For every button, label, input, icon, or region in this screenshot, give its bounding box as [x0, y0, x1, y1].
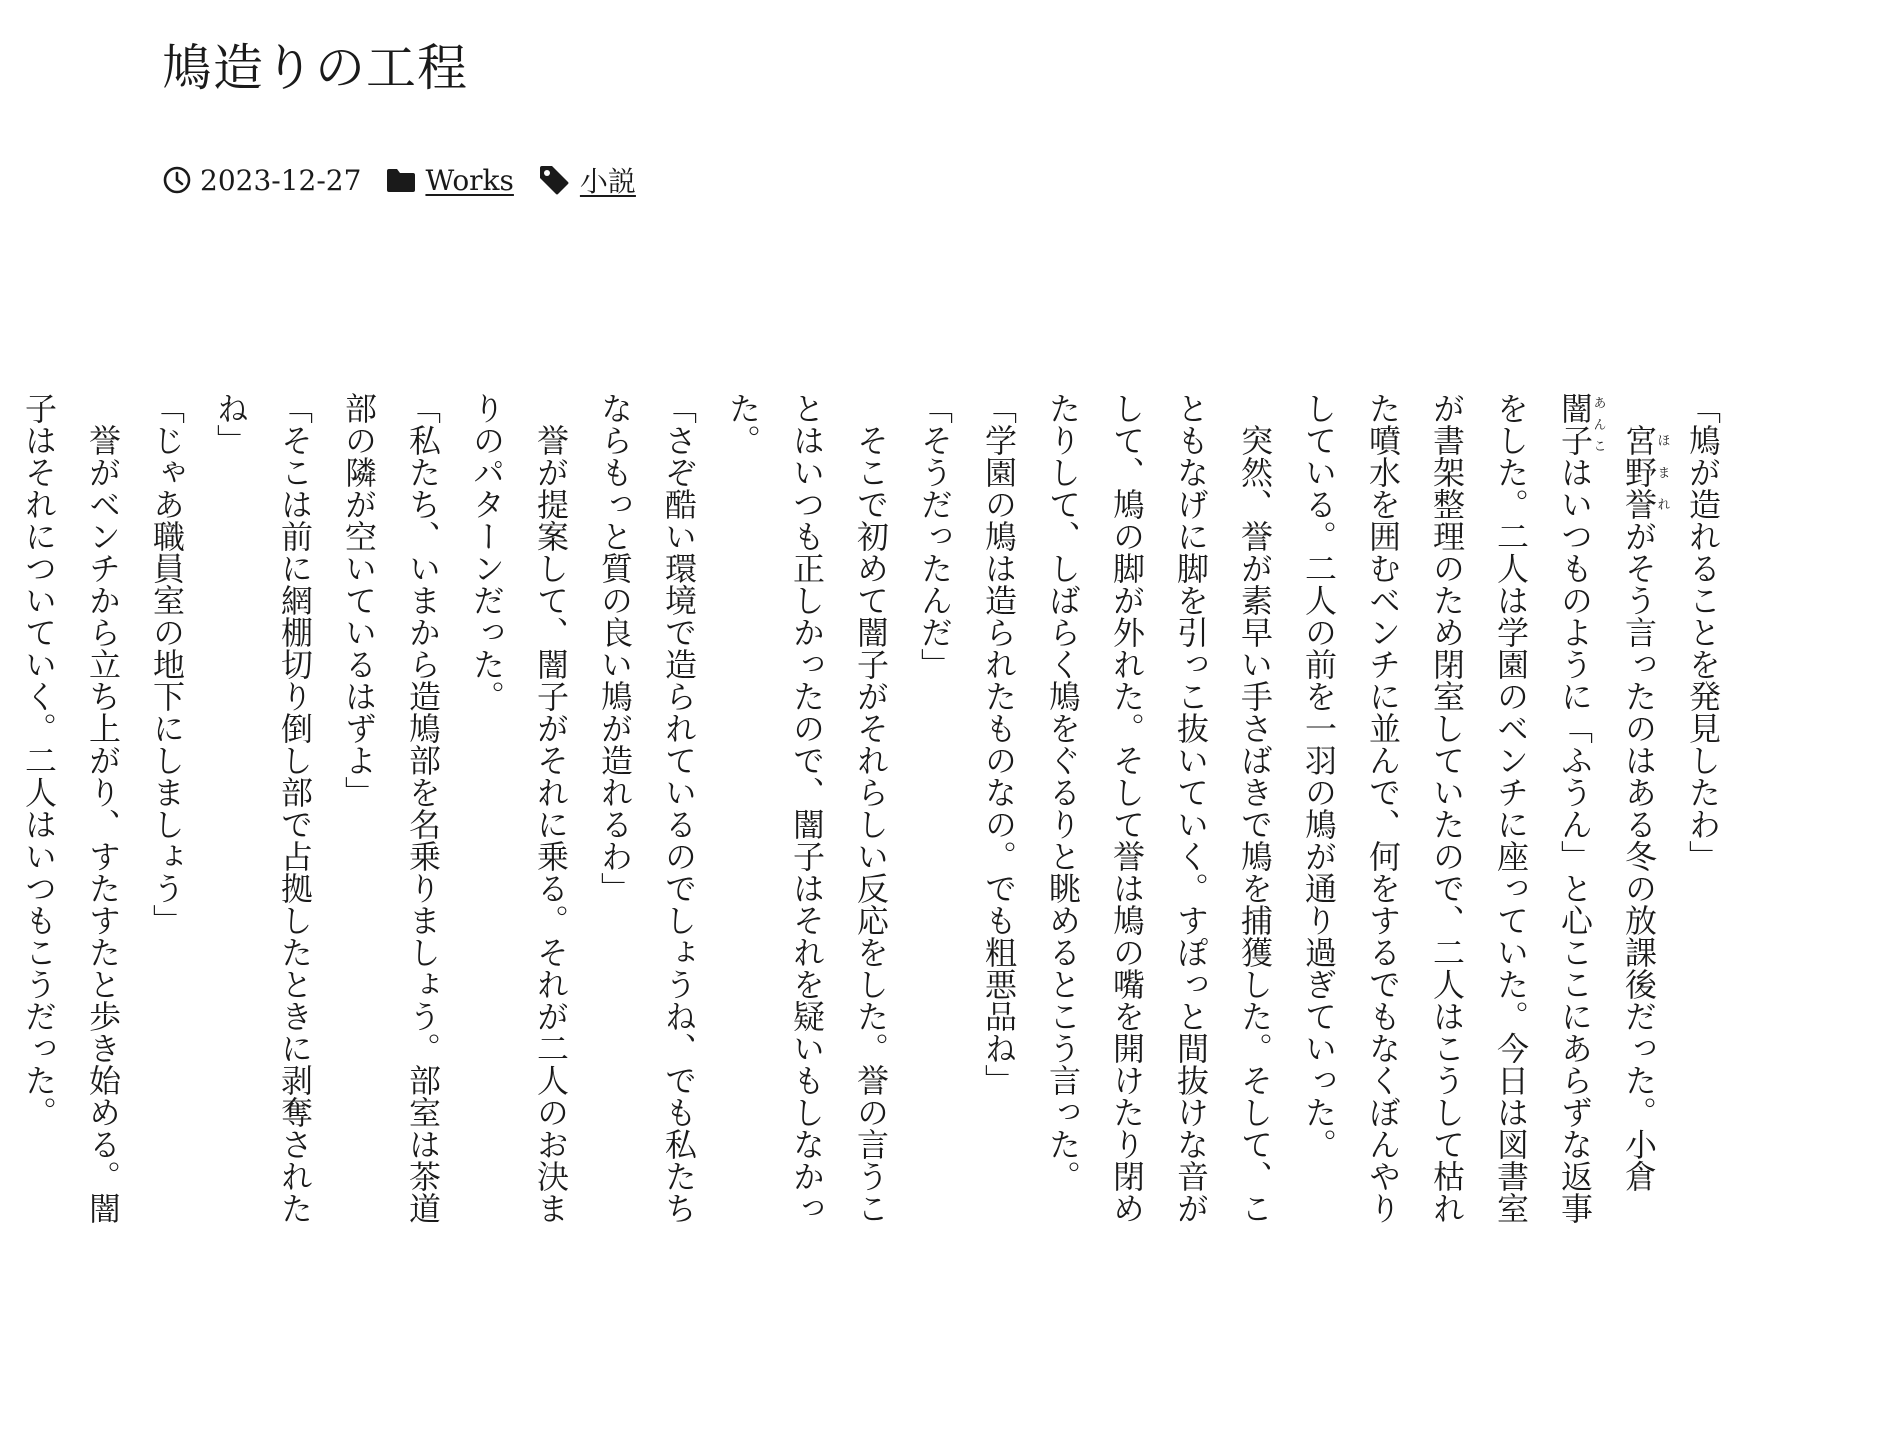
ruby-name-homare	[1620, 424, 1670, 520]
paragraph-5: 「そうだったんだ」	[916, 392, 954, 680]
post-date-text: 2023-12-27	[200, 163, 362, 197]
post-meta	[162, 160, 660, 200]
post-tag	[538, 160, 636, 200]
paragraph-1: 「鳩が造れることを発見したわ」	[1684, 392, 1722, 872]
paragraph-6: そこで初めて闇子がそれらしい反応をした。誉の言うことはいつも正しかったので、闇子はそれを疑いもしなかった。	[724, 392, 890, 1224]
paragraph-7: 「さぞ酷い環境で造られているのでしょうね、でも私たちならもっと質の良い鳩が造れるわ」	[596, 392, 698, 1224]
folder-icon	[385, 166, 425, 194]
paragraph-3: 突然、誉が素早い手さばきで鳩を捕獲した。そして、こともなげに脚を引っこ抜いていく。すぽっと間抜けな音がして、鳩の脚が外れた。そして誉は鳩の嘴を開けたり閉めたりして、しばらく鳩をぐるりと眺めるとこう言った。	[1044, 392, 1274, 1224]
paragraph-2-rest: はいつものように「ふうん」と心ここにあらずな返事をした。二人は学園のベンチに座っていた。今日は図書室が書架整理のため閉室していたので、二人はこうして枯れた噴水を囲むベンチに並んで、何をするでもなくぼんやりしている。二人の前を一羽の鳩が通り過ぎていった。	[1300, 392, 1594, 1224]
paragraph-11: 「じゃあ職員室の地下にしましょう」	[148, 392, 186, 936]
ruby-base: 宮野誉	[1620, 424, 1658, 520]
post-category	[385, 164, 513, 197]
novel-body	[20, 392, 1735, 1242]
ruby-base: 闇子	[1556, 392, 1594, 456]
paragraph-12: 誉がベンチから立ち上がり、すたすたと歩き始める。闇子はそれについていく。二人はいつもこうだった。	[20, 392, 122, 1224]
clock-icon	[162, 165, 200, 195]
paragraph-4: 「学園の鳩は造られたものなの。でも粗悪品ね」	[980, 392, 1018, 1096]
tag-icon	[538, 164, 580, 196]
paragraph-2	[1287, 392, 1671, 1242]
ruby-name-anko	[1556, 392, 1606, 456]
paragraph-8: 誉が提案して、闇子がそれに乗る。それが二人のお決まりのパターンだった。	[468, 392, 570, 1224]
ruby-reading: ほまれ	[1654, 424, 1670, 520]
post-title: 鳩造りの工程	[162, 39, 468, 97]
paragraph-10: 「そこは前に網棚切り倒し部で占拠したときに剥奪されたね」	[212, 392, 314, 1224]
ruby-reading: あんこ	[1590, 392, 1606, 456]
category-link-works[interactable]: Works	[425, 163, 514, 197]
paragraph-2-mid: がそう言ったのはある冬の放課後だった。小倉	[1620, 520, 1658, 1192]
post-date	[162, 164, 361, 197]
paragraph-9: 「私たち、いまから造鳩部を名乗りましょう。部室は茶道部の隣が空いているはずよ」	[340, 392, 442, 1224]
tag-link-novel[interactable]: 小説	[579, 165, 636, 198]
